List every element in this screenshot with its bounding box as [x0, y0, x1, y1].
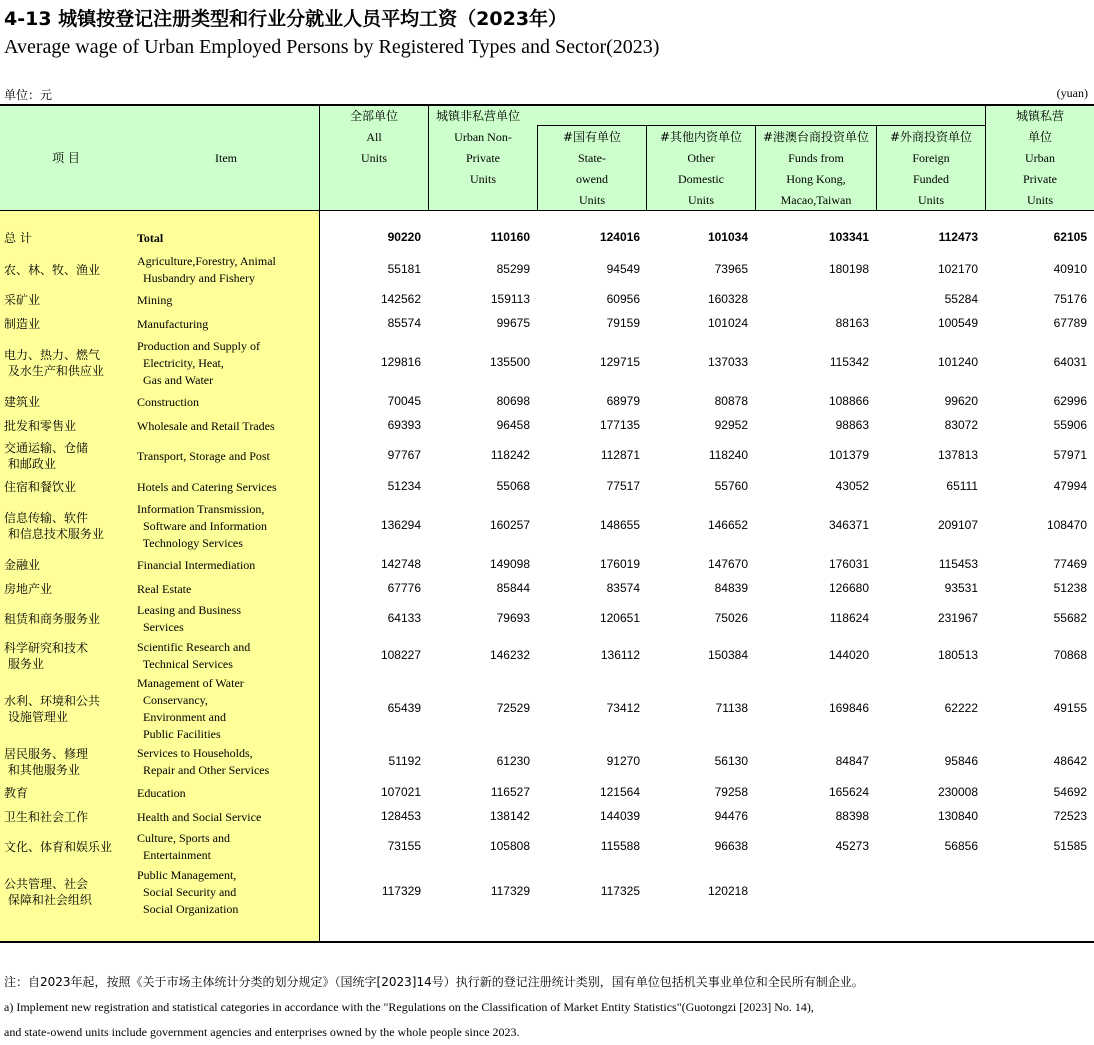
value-cell: 117329 — [490, 884, 530, 898]
value-cell: 180513 — [937, 648, 978, 662]
value-cell: 120218 — [707, 884, 748, 898]
table-title-chinese: 4-13 城镇按登记注册类型和行业分就业人员平均工资（2023年） — [4, 8, 568, 30]
value-cell: 137033 — [707, 355, 748, 369]
row-label-chinese: 科学研究和技术 服务业 — [4, 641, 89, 671]
value-cell: 107021 — [380, 785, 421, 799]
value-cell: 43052 — [835, 479, 869, 493]
row-label-chinese: 批发和零售业 — [4, 419, 77, 433]
value-cell: 84839 — [714, 581, 748, 595]
value-cell: 64031 — [1053, 355, 1087, 369]
value-cell: 142562 — [380, 292, 421, 306]
row-label-english: Real Estate — [137, 581, 192, 596]
value-cell: 149098 — [489, 557, 530, 571]
value-cell: 57971 — [1053, 448, 1087, 462]
row-label-english: Services to Households, Repair and Other Services — [137, 746, 270, 777]
subgroup-rule — [537, 125, 985, 126]
row-label-chinese: 农、林、牧、渔业 — [4, 263, 101, 277]
value-cell: 136112 — [600, 648, 640, 662]
value-cell: 176031 — [828, 557, 869, 571]
row-label-chinese: 金融业 — [4, 558, 41, 572]
value-cell: 85574 — [387, 316, 421, 330]
value-cell: 77517 — [606, 479, 640, 493]
value-cell: 88163 — [835, 316, 869, 330]
value-cell: 51234 — [387, 479, 421, 493]
value-cell: 97767 — [387, 448, 421, 462]
value-cell: 62996 — [1053, 394, 1087, 408]
value-cell: 147670 — [707, 557, 748, 571]
value-cell: 61230 — [496, 754, 530, 768]
value-cell: 124016 — [599, 230, 640, 244]
value-cell: 118242 — [490, 448, 530, 462]
value-cell: 55682 — [1053, 611, 1087, 625]
row-label-chinese: 卫生和社会工作 — [4, 810, 89, 824]
row-label-english: Hotels and Catering Services — [137, 479, 277, 494]
value-cell: 47994 — [1053, 479, 1087, 493]
row-label-chinese: 房地产业 — [4, 582, 53, 596]
value-cell: 84847 — [835, 754, 869, 768]
value-cell: 230008 — [937, 785, 978, 799]
row-label-english: Information Transmission, Software and Information Technology Services — [137, 501, 267, 550]
header-foreign-funded: #外商投资单位 Foreign Funded Units — [889, 130, 973, 207]
value-cell: 70868 — [1053, 648, 1087, 662]
value-cell: 95846 — [944, 754, 978, 768]
value-cell: 115588 — [600, 839, 640, 853]
row-label-english: Manufacturing — [137, 316, 209, 331]
row-label-english: Scientific Research and Technical Services — [137, 640, 251, 671]
value-cell: 101034 — [707, 230, 748, 244]
value-cell: 101024 — [707, 316, 748, 330]
row-label-english: Culture, Sports and Entertainment — [137, 831, 230, 862]
value-cell: 83574 — [606, 581, 640, 595]
value-cell: 71138 — [715, 701, 748, 715]
value-cell: 103341 — [828, 230, 869, 244]
row-label-english: Financial Intermediation — [137, 557, 256, 572]
row-label-english: Leasing and Business Services — [137, 603, 241, 634]
value-cell: 120651 — [599, 611, 640, 625]
value-cell: 96638 — [714, 839, 748, 853]
value-cell: 65439 — [387, 701, 421, 715]
value-cell: 68979 — [606, 394, 640, 408]
header-hk-macao-taiwan: #港澳台商投资单位 Funds from Hong Kong, Macao,Taiwan — [762, 130, 870, 207]
row-label-chinese: 总 计 — [4, 231, 32, 245]
value-cell: 129715 — [599, 355, 640, 369]
value-cell: 146232 — [489, 648, 530, 662]
row-label-english: Transport, Storage and Post — [137, 448, 270, 463]
row-label-english: Mining — [137, 292, 173, 307]
value-cell: 99620 — [944, 394, 978, 408]
bottom-rule — [0, 941, 1094, 943]
value-cell: 72529 — [496, 701, 530, 715]
header-urban-private: 城镇私营 单位 Urban Private Units — [1015, 109, 1064, 207]
value-cell: 160257 — [489, 518, 530, 532]
value-cell: 75026 — [714, 611, 748, 625]
value-cell: 146652 — [707, 518, 748, 532]
value-cell: 165624 — [828, 785, 869, 799]
row-label-chinese: 制造业 — [4, 317, 41, 331]
value-cell: 51585 — [1053, 839, 1087, 853]
value-cell: 136294 — [380, 518, 421, 532]
row-label-chinese: 交通运输、仓储 和邮政业 — [4, 441, 89, 471]
value-cell: 62105 — [1053, 230, 1087, 244]
value-cell: 60956 — [606, 292, 640, 306]
value-cell: 101240 — [937, 355, 978, 369]
value-cell: 112871 — [600, 448, 640, 462]
value-cell: 85844 — [496, 581, 530, 595]
value-cell: 77469 — [1053, 557, 1087, 571]
value-cell: 79693 — [496, 611, 530, 625]
header-other-domestic: #其他内资单位 Other Domestic Units — [659, 130, 743, 207]
value-cell: 159113 — [490, 292, 530, 306]
value-cell: 54692 — [1053, 785, 1087, 799]
value-cell: 169846 — [828, 701, 869, 715]
row-label-english: Public Management, Social Security and Social Organization — [137, 867, 239, 916]
row-label-chinese: 电力、热力、燃气 及水生产和供应业 — [4, 348, 104, 378]
value-cell: 118240 — [708, 448, 748, 462]
value-cell: 129816 — [380, 355, 421, 369]
footnotes — [4, 970, 864, 1045]
row-label-chinese: 居民服务、修理 和其他服务业 — [4, 747, 89, 777]
value-cell: 108227 — [380, 648, 421, 662]
value-cell: 93531 — [944, 581, 978, 595]
value-cell: 137813 — [937, 448, 978, 462]
row-label-english: Total — [137, 230, 164, 245]
value-cell: 80878 — [714, 394, 748, 408]
value-cell: 80698 — [496, 394, 530, 408]
row-label-chinese: 建筑业 — [4, 395, 41, 409]
value-cell: 70045 — [387, 394, 421, 408]
value-cell: 116527 — [490, 785, 530, 799]
value-cell: 150384 — [707, 648, 748, 662]
value-cell: 102170 — [937, 262, 978, 276]
value-cell: 65111 — [946, 479, 978, 493]
value-cell: 144020 — [828, 648, 869, 662]
row-label-chinese: 住宿和餐饮业 — [4, 480, 77, 494]
value-cell: 105808 — [489, 839, 530, 853]
value-cell: 90220 — [387, 230, 421, 244]
value-cell: 142748 — [380, 557, 421, 571]
row-label-english: Management of Water Conservancy, Environment and Public Facilities — [137, 676, 244, 741]
value-cell: 101379 — [828, 448, 869, 462]
row-label-chinese: 租赁和商务服务业 — [4, 612, 101, 626]
value-cell: 55068 — [496, 479, 530, 493]
header-nonprivate-group: 城镇非私营单位 — [436, 109, 521, 123]
footnote-english-line-2: and state-owend units include government agencies and enterprises owned by the whole people since 2023. — [4, 1025, 520, 1039]
value-cell: 160328 — [707, 292, 748, 306]
value-cell: 56856 — [944, 839, 978, 853]
value-cell: 56130 — [714, 754, 748, 768]
item-column-rule — [319, 104, 320, 942]
wage-table — [0, 104, 1094, 942]
value-cell: 51238 — [1053, 581, 1087, 595]
value-cell: 176019 — [599, 557, 640, 571]
row-label-chinese: 教育 — [4, 786, 29, 800]
value-cell: 135500 — [489, 355, 530, 369]
value-cell: 126680 — [828, 581, 869, 595]
value-cell: 138142 — [489, 809, 530, 823]
header-item-english: Item — [215, 151, 237, 165]
value-cell: 55760 — [714, 479, 748, 493]
value-cell: 67789 — [1053, 316, 1087, 330]
value-cell: 108866 — [828, 394, 869, 408]
value-cell: 73155 — [387, 839, 421, 853]
value-cell: 55284 — [944, 292, 978, 306]
value-cell: 79159 — [606, 316, 640, 330]
value-cell: 110160 — [490, 230, 530, 244]
value-cell: 115342 — [829, 355, 869, 369]
value-cell: 231967 — [937, 611, 978, 625]
unit-label-chinese: 单位：元 — [4, 88, 53, 102]
value-cell: 85299 — [496, 262, 530, 276]
value-cell: 69393 — [387, 418, 421, 432]
value-cell: 73412 — [606, 701, 640, 715]
row-label-english: Agriculture,Forestry, Animal Husbandry and Fishery — [137, 254, 276, 285]
value-cell: 51192 — [388, 754, 421, 768]
value-cell: 91270 — [606, 754, 640, 768]
value-cell: 40910 — [1053, 262, 1087, 276]
value-cell: 117329 — [381, 884, 421, 898]
row-label-chinese: 文化、体育和娱乐业 — [4, 840, 113, 854]
value-cell: 75176 — [1053, 292, 1087, 306]
header-nonprivate-units: Urban Non- Private Units — [454, 130, 512, 186]
value-cell: 346371 — [828, 518, 869, 532]
row-label-chinese: 水利、环境和公共 设施管理业 — [4, 694, 101, 724]
header-all-units: 全部单位 All Units — [349, 109, 398, 165]
value-cell: 180198 — [828, 262, 869, 276]
value-cell: 55906 — [1053, 418, 1087, 432]
value-cell: 128453 — [380, 809, 421, 823]
value-cell: 83072 — [944, 418, 978, 432]
header-state-owned: #国有单位 State- owend Units — [562, 130, 622, 207]
table-title-english: Average wage of Urban Employed Persons by Registered Types and Sector(2023) — [4, 36, 660, 58]
value-cell: 45273 — [835, 839, 869, 853]
top-rule — [0, 104, 1094, 106]
row-label-chinese: 采矿业 — [4, 293, 41, 307]
value-cell: 148655 — [599, 518, 640, 532]
row-label-english: Wholesale and Retail Trades — [137, 418, 275, 433]
row-label-chinese: 信息传输、软件 和信息技术服务业 — [4, 511, 104, 541]
value-cell: 96458 — [496, 418, 530, 432]
value-cell: 92952 — [714, 418, 748, 432]
value-cell: 73965 — [714, 262, 748, 276]
value-cell: 115453 — [938, 557, 978, 571]
value-cell: 72523 — [1053, 809, 1087, 823]
value-cell: 55181 — [387, 262, 421, 276]
value-cell: 121564 — [599, 785, 640, 799]
value-cell: 99675 — [496, 316, 530, 330]
row-label-chinese: 公共管理、社会 保障和社会组织 — [4, 877, 92, 907]
value-cell: 94476 — [714, 809, 748, 823]
value-cell: 209107 — [937, 518, 978, 532]
footnote-english-line-1: a) Implement new registration and statistical categories in accordance with the "Regulations on the Classification of Market Entity Statistics"(Guotongzi [2023] No. 14), — [4, 1000, 814, 1014]
value-cell: 49155 — [1053, 701, 1087, 715]
row-label-english: Production and Supply of Electricity, Heat, Gas and Water — [137, 338, 260, 387]
value-cell: 144039 — [599, 809, 640, 823]
value-cell: 64133 — [387, 611, 421, 625]
row-label-english: Education — [137, 785, 186, 800]
value-cell: 112473 — [938, 230, 978, 244]
value-cell: 98863 — [835, 418, 869, 432]
value-cell: 67776 — [387, 581, 421, 595]
header-item-chinese: 项 目 — [52, 151, 80, 165]
value-cell: 118624 — [829, 611, 869, 625]
value-cell: 177135 — [599, 418, 640, 432]
value-cell: 79258 — [714, 785, 748, 799]
value-cell: 130840 — [937, 809, 978, 823]
value-cell: 100549 — [937, 316, 978, 330]
footnote-chinese: 注：自2023年起，按照《关于市场主体统计分类的划分规定》（国统字[2023]14号）执行新的登记注册统计类别，国有单位包括机关事业单位和全民所有制企业。 — [4, 975, 864, 989]
value-cell: 48642 — [1053, 754, 1087, 768]
value-cell: 94549 — [606, 262, 640, 276]
row-label-english: Health and Social Service — [137, 809, 262, 824]
value-cell: 108470 — [1046, 518, 1087, 532]
value-cell: 88398 — [835, 809, 869, 823]
row-label-english: Construction — [137, 394, 199, 409]
value-cell: 62222 — [944, 701, 978, 715]
value-cell: 117325 — [600, 884, 640, 898]
unit-label-english: (yuan) — [1056, 86, 1088, 100]
